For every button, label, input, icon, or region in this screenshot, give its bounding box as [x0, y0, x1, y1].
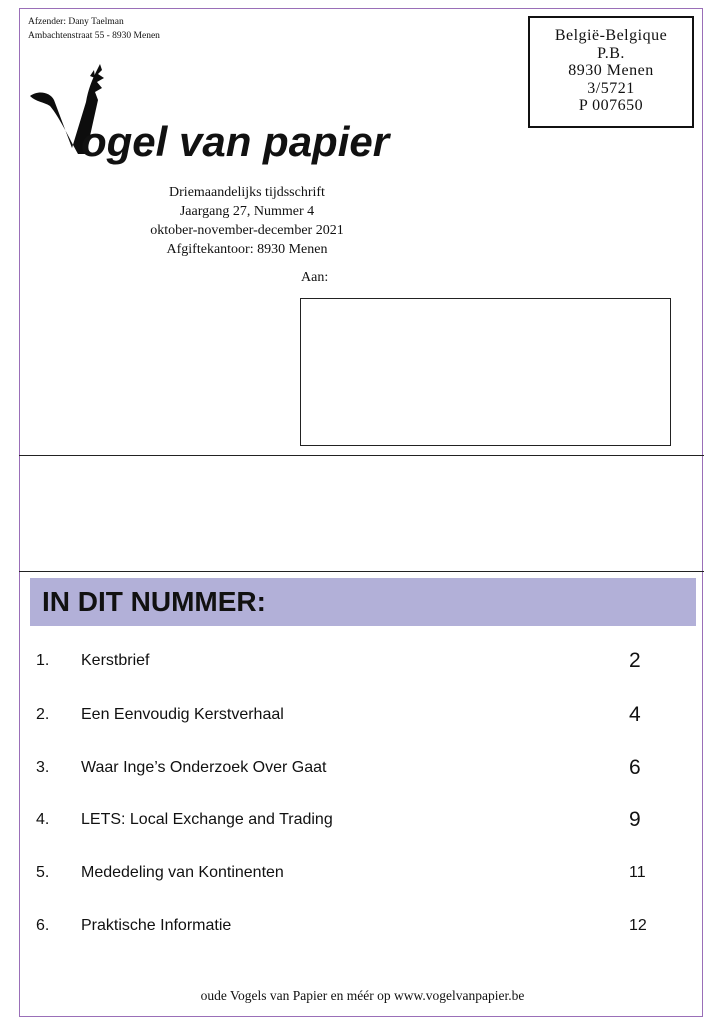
toc-item-page: 2	[629, 649, 641, 672]
toc-item-number: 5.	[36, 864, 50, 881]
toc-item-page: 12	[629, 917, 647, 934]
toc-item-number: 6.	[36, 917, 50, 934]
toc-item-number: 2.	[36, 706, 50, 723]
recipient-address-box	[300, 298, 671, 446]
blank-band	[19, 456, 704, 572]
postage-number: P 007650	[578, 97, 644, 114]
masthead-info	[127, 183, 367, 259]
postage-stamp-box	[528, 16, 694, 128]
toc-item-title: Een Eenvoudig Kerstverhaal	[81, 706, 284, 723]
sender-address	[28, 15, 160, 43]
logo-wordmark: ogel van papier	[81, 118, 390, 165]
toc-item-page: 6	[629, 756, 641, 779]
sender-name: Afzender: Dany Taelman	[28, 17, 124, 27]
footer-note: oude Vogels van Papier en méér op www.vogelvanpapier.be	[200, 988, 525, 1003]
toc-item[interactable]	[36, 861, 676, 885]
publication-period: oktober-november-december 2021	[150, 223, 344, 238]
toc-item-number: 3.	[36, 759, 50, 776]
toc-item[interactable]	[36, 756, 676, 780]
toc-item[interactable]	[36, 914, 676, 938]
toc-item-number: 1.	[36, 652, 50, 669]
toc-item-title: Praktische Informatie	[81, 917, 232, 934]
postage-code: 3/5721	[587, 79, 635, 97]
recipient-label: Aan:	[301, 270, 329, 285]
publication-frequency: Driemaandelijks tijdsschrift	[169, 185, 325, 200]
toc-item[interactable]	[36, 703, 676, 727]
toc-item[interactable]	[36, 649, 676, 673]
toc-item-title: Waar Inge’s Onderzoek Over Gaat	[81, 759, 327, 776]
toc-item[interactable]	[36, 808, 676, 832]
postage-pb: P.B.	[597, 44, 625, 62]
toc-item-page: 9	[629, 808, 641, 831]
postage-country: België-Belgique	[554, 27, 668, 44]
dispatch-office: Afgiftekantoor: 8930 Menen	[166, 242, 328, 257]
toc-item-number: 4.	[36, 811, 50, 828]
toc-item-title: Kerstbrief	[81, 652, 150, 669]
toc-item-title: LETS: Local Exchange and Trading	[81, 811, 333, 828]
toc-item-page: 11	[629, 864, 646, 881]
sender-street: Ambachtenstraat 55 - 8930 Menen	[28, 31, 160, 41]
publication-volume: Jaargang 27, Nummer 4	[179, 204, 315, 219]
toc-heading: IN DIT NUMMER:	[30, 578, 696, 626]
postage-city: 8930 Menen	[568, 62, 654, 79]
toc-item-title: Mededeling van Kontinenten	[81, 864, 284, 881]
toc-item-page: 4	[629, 703, 641, 726]
